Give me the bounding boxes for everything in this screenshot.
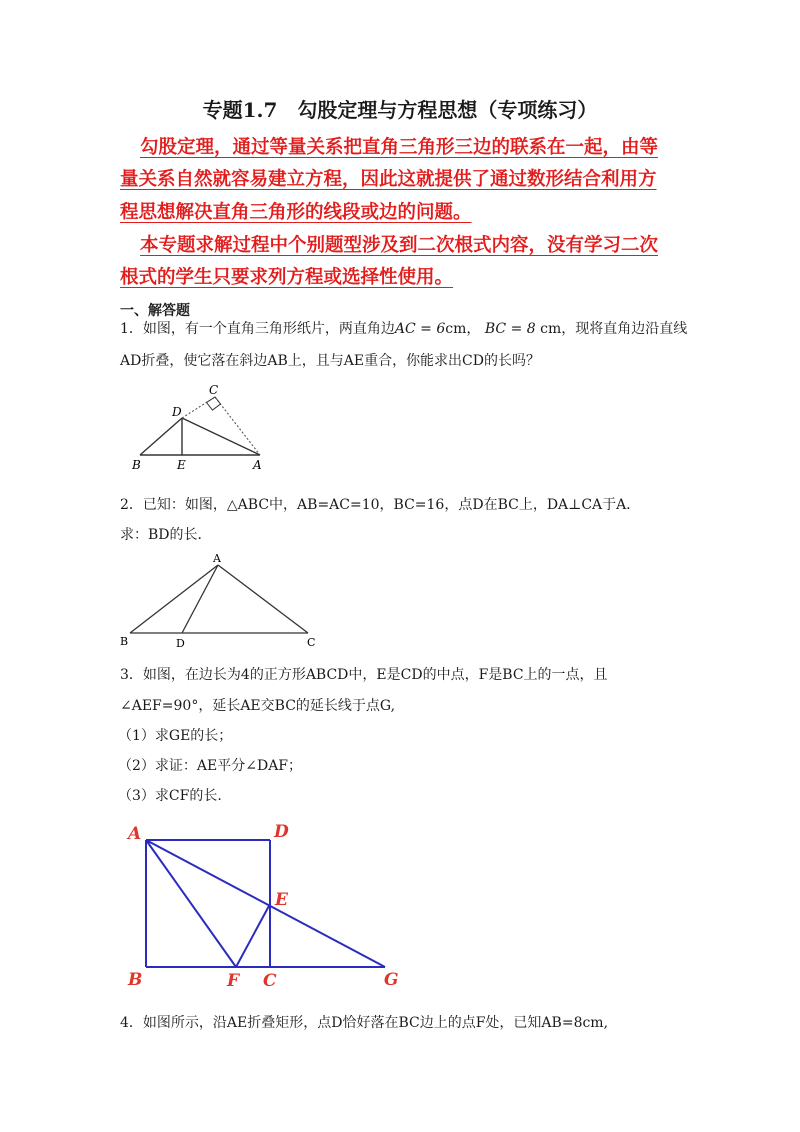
q2-label-b: B [120,635,129,648]
q3-segment-ag [146,840,385,967]
q1-right-angle-mark [207,397,221,410]
q2-label-a: A [213,552,221,565]
intro-line-2: 量关系自然就容易建立方程，因此这就提供了通过数形结合利用方 [120,169,657,190]
q1-dotted-ca [215,397,260,455]
q1-line-1 [120,318,687,338]
intro-line-5: 根式的学生只要求列方程或选择性使用。 [120,267,454,288]
q1-label-d: D [172,405,182,419]
q2-line-1: 2．已知：如图，△ABC中，AB=AC=10，BC=16，点D在BC上，DA⊥CA于A． [120,497,641,513]
q2-line-2: 求：BD的长． [120,527,212,543]
q3-label-b: B [128,970,143,990]
q3-label-f: F [227,971,240,990]
q3-label-e: E [275,890,288,910]
q3-label-c: C [263,971,277,990]
q1-ac-formula: AC = 6 [394,321,446,337]
q1-label-e: E [177,458,186,472]
q1-bc-formula: BC = 8 [484,321,536,337]
q3-label-a: A [128,824,142,844]
q1-label-c: C [209,383,219,397]
q1-text-c: cm，现将直角边沿直线 [540,321,688,337]
q1-segment-da [182,418,260,455]
q2-segment-ad [182,565,218,633]
q3-label-d: D [274,822,289,842]
q3-figure [120,815,410,990]
page-title: 专题1.7 勾股定理与方程思想（专项练习） [202,98,598,122]
q1-label-b: B [132,458,141,472]
q1-line-2: AD折叠，使它落在斜边AB上，且与AE重合，你能求出CD的长吗？ [120,353,540,369]
section-heading: 一、解答题 [120,303,190,319]
q3-sub-3: （3）求CF的长. [118,788,222,804]
q3-sub-2: （2）求证：AE平分∠DAF； [118,758,303,774]
q1-segment-bd [140,418,182,455]
q1-text-a: 1．如图，有一个直角三角形纸片，两直角边 [120,321,395,337]
q3-segment-af [146,840,236,967]
q3-line-2: ∠AEF=90°，延长AE交BC的延长线于点G, [120,698,396,714]
q2-segment-ab [130,565,218,633]
intro-line-4: 本专题求解过程中个别题型涉及到二次根式内容，没有学习二次 [140,235,659,256]
q3-label-g: G [384,970,399,990]
q2-label-c: C [307,636,316,649]
q3-sub-1: （1）求GE的长； [118,728,233,744]
q3-line-1: 3．如图，在边长为4的正方形ABCD中，E是CD的中点，F是BC上的一点，且 [120,667,608,683]
q1-figure [120,380,280,475]
q2-segment-ac [218,565,308,633]
intro-line-1: 勾股定理，通过等量关系把直角三角形三边的联系在一起，由等 [140,137,659,158]
intro-line-3: 程思想解决直角三角形的线段或边的问题。 [120,202,472,223]
q4-line-1: 4．如图所示，沿AE折叠矩形，点D恰好落在BC边上的点F处，已知AB=8cm, [120,1015,609,1031]
q3-segment-fe [236,904,270,967]
q1-text-b: cm， [445,321,481,337]
q2-label-d: D [176,637,185,650]
q2-figure [115,548,325,652]
q1-label-a: A [253,458,262,472]
